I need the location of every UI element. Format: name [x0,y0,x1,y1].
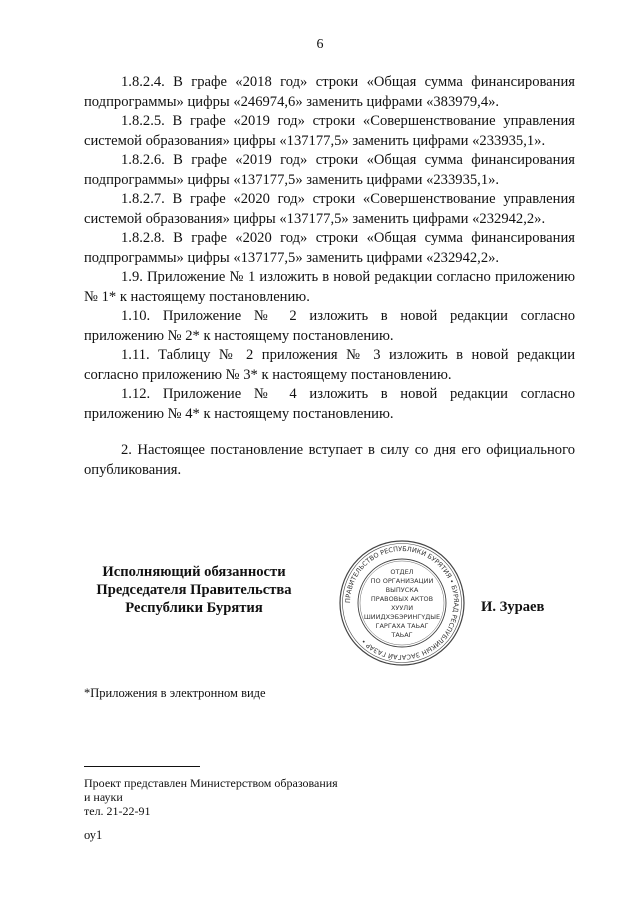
signatory-position-line: Исполняющий обязанности [102,564,286,580]
seal-ring-text: ПРАВИТЕЛЬСТВО РЕСПУБЛИКИ БУРЯТИЯ • БУРЯАД РЕСПУБЛИКЫН ЗАСАГАЙ ГАЗАР • [343,544,461,662]
footer-line: и науки [84,790,123,804]
paragraph-1-12: 1.12. Приложение № 4 изложить в новой редакции согласно приложению № 4* к настоящему постановлению. [84,386,575,422]
paragraph-1-8-2-8: 1.8.2.8. В графе «2020 год» строки «Общая сумма финансирования подпрограммы» цифры «137177,5» заменить цифрами «232942,2». [84,230,575,266]
seal-center-line: ХУУЛИ [390,604,414,612]
footer [84,776,338,842]
seal-center-line: ОТДЕЛ [390,568,414,576]
signatory-position-line: Председателя Правительства [96,582,292,598]
paragraph-1-8-2-7: 1.8.2.7. В графе «2020 год» строки «Совершенствование управления системой образования» цифры «137177,5» заменить цифрами «232942,2». [84,191,575,227]
official-seal-stamp [337,538,467,668]
paragraph-1-8-2-4: 1.8.2.4. В графе «2018 год» строки «Общая сумма финансирования подпрограммы» цифры «246974,6» заменить цифрами «383979,4». [84,74,575,110]
signatory-position [84,563,304,617]
footer-document-code: оу1 [84,828,103,842]
footer-phone: тел. 21-22-91 [84,804,151,818]
seal-center-line: ВЫПУСКА [385,586,419,594]
paragraph-2: 2. Настоящее постановление вступает в силу со дня его официального опубликования. [84,442,575,478]
document-body [84,73,575,480]
footer-divider [84,766,200,767]
paragraph-1-10: 1.10. Приложение № 2 изложить в новой редакции согласно приложению № 2* к настоящему постановлению. [84,308,575,344]
attachments-note: *Приложения в электронном виде [84,686,266,700]
footer-line: Проект представлен Министерством образования [84,776,338,790]
signatory-name: И. Зураев [481,599,545,615]
signatory-position-line: Республики Бурятия [125,600,263,616]
paragraph-1-9: 1.9. Приложение № 1 изложить в новой редакции согласно приложению № 1* к настоящему постановлению. [84,269,575,305]
seal-center-line: ГАРГАХА ТАЬАГ [375,622,429,630]
page-number: 6 [316,37,324,52]
seal-center-line: ШИИДХЭБЭРИНГҮДЫЕ [363,613,441,621]
paragraph-1-8-2-5: 1.8.2.5. В графе «2019 год» строки «Совершенствование управления системой образования» цифры «137177,5» заменить цифрами «233935,1». [84,113,575,149]
paragraph-1-11: 1.11. Таблицу № 2 приложения № 3 изложить в новой редакции согласно приложению № 3* к настоящему постановлению. [84,347,575,383]
seal-center-line: ТАЬАГ [391,631,413,639]
seal-center-line: ПО ОРГАНИЗАЦИИ [370,577,434,585]
paragraph-1-8-2-6: 1.8.2.6. В графе «2019 год» строки «Общая сумма финансирования подпрограммы» цифры «137177,5» заменить цифрами «233935,1». [84,152,575,188]
seal-center-line: ПРАВОВЫХ АКТОВ [370,595,434,603]
